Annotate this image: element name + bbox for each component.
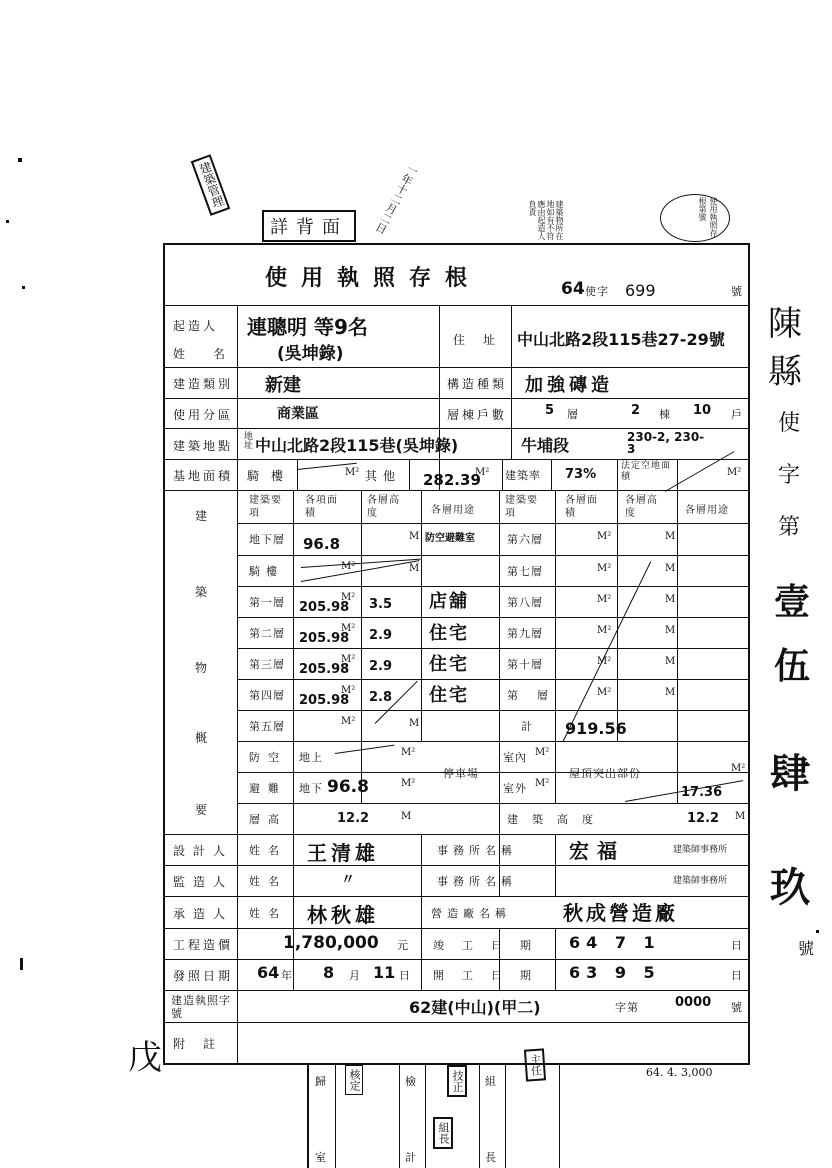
header-height-2: 各層高度 — [625, 495, 658, 519]
label-location-small: 地址 — [242, 431, 252, 449]
approval-col2: 檢 — [405, 1075, 417, 1088]
header-area-2: 各層面積 — [565, 495, 598, 519]
label-structure-type: 構造種類 — [447, 377, 508, 391]
approval-stamp-1: 核定 — [345, 1065, 363, 1095]
f2-use: 住宅 — [429, 623, 469, 644]
label-permit-hao: 號 — [731, 1001, 743, 1014]
unit-m2-underground: M² — [401, 778, 416, 789]
f3-height: 2.9 — [369, 659, 393, 674]
right-margin-char-8: 肆 — [770, 751, 810, 797]
households-count: 10 — [693, 403, 712, 418]
label-firm-name: 營造廠名稱 — [431, 907, 511, 920]
unit-m2-f6: M² — [597, 531, 612, 542]
label-issue-day: 日 — [399, 969, 411, 982]
label-shelter: 避難 — [249, 782, 287, 795]
f4-use: 住宅 — [429, 685, 469, 706]
left-margin-stamp: 建築管理 — [191, 154, 231, 216]
building-height: 12.2 — [687, 811, 720, 826]
f2-area: 205.98 — [299, 631, 350, 646]
row-f8: 第八層 — [507, 596, 543, 609]
zone: 商業區 — [277, 406, 319, 422]
basement-use: 防空避難室 — [425, 533, 475, 544]
applicant-address: 中山北路2段115巷27-29號 — [517, 330, 725, 349]
buildings-count: 2 — [631, 403, 641, 418]
issue-day: 11 — [373, 963, 396, 982]
label-issue-date: 發照日期 — [173, 969, 234, 983]
f4-height: 2.8 — [369, 690, 393, 705]
approval-col1b: 室 — [315, 1151, 327, 1164]
unit-m2-f5: M² — [341, 716, 356, 727]
f1-use: 店舖 — [429, 591, 469, 612]
header-building-item-2: 建築要項 — [505, 495, 538, 519]
label-yuan: 元 — [397, 939, 409, 952]
unit-m2-roof: M² — [731, 763, 746, 774]
header-building-item: 建築要項 — [249, 495, 282, 519]
lot-name: 牛埔段 — [521, 436, 570, 455]
label-roof: 屋頂突出部份 — [569, 767, 641, 780]
row-basement: 地下層 — [249, 533, 285, 546]
unit-m-f8: M — [665, 594, 676, 605]
row-f2: 第二層 — [249, 627, 285, 640]
f3-area: 205.98 — [299, 662, 350, 677]
label-designer-name: 姓名 — [249, 844, 287, 857]
permit-number-value: 699 — [625, 281, 656, 300]
label-parking: 停車場 — [443, 767, 479, 780]
unit-m2-f3: M² — [341, 654, 356, 665]
label-building-2: 築 — [195, 585, 211, 599]
label-ground: 地上 — [299, 751, 323, 764]
unit-m-basement: M — [409, 531, 420, 542]
label-remarks: 附註 — [173, 1037, 234, 1051]
approval-col3b: 長 — [485, 1151, 497, 1164]
label-underground: 地下 — [299, 782, 323, 795]
design-office: 宏福 — [569, 839, 625, 863]
unit-m2-other: M² — [475, 467, 490, 478]
structure-type: 加強磚造 — [525, 375, 613, 396]
label-issue-month: 月 — [349, 969, 361, 982]
label-air-defense: 防空 — [249, 751, 287, 764]
permit-number-suffix: 號 — [731, 285, 743, 298]
applicant-name: 連聰明 等9名 — [247, 315, 368, 339]
row-fx: 第 層 — [507, 689, 552, 702]
shelter-underground: 96.8 — [327, 777, 369, 797]
label-office-name: 事務所名稱 — [437, 844, 517, 857]
right-margin-char-1: 陳 — [768, 304, 802, 344]
unit-m-f10: M — [665, 656, 676, 667]
supervisor-name: 〃 — [341, 872, 355, 888]
label-open-space: 法定空地面積 — [621, 461, 672, 482]
right-margin-char-3: 使 — [778, 411, 801, 436]
approval-stamp-2: 技正 — [447, 1065, 467, 1097]
approval-col1: 歸 — [315, 1075, 327, 1088]
label-supervisor-office-suffix: 建築師事務所 — [673, 876, 728, 886]
label-building-3: 物 — [195, 661, 211, 675]
label-designer: 設計人 — [173, 844, 234, 858]
row-f9: 第九層 — [507, 627, 543, 640]
basement-area: 96.8 — [303, 535, 341, 553]
top-handwritten-note: 一年十二月二日 — [372, 161, 421, 236]
roof-area: 17.36 — [681, 785, 723, 800]
building-type: 新建 — [265, 375, 301, 396]
form-title: 使用執照存根 — [265, 265, 482, 291]
contractor-name: 林秋雄 — [307, 903, 379, 927]
label-floors-households: 層棟戶數 — [447, 408, 508, 422]
unit-m2-f9: M² — [597, 625, 612, 636]
label-building-5: 要 — [195, 803, 211, 817]
unit-m2-arcade-row: M² — [341, 561, 356, 572]
f3-use: 住宅 — [429, 654, 469, 675]
label-start-day: 日 — [731, 969, 743, 982]
permit-prefix: 62建(中山)(甲二) — [409, 998, 541, 1017]
approval-bar — [307, 1053, 560, 1168]
unit-m2-f8: M² — [597, 594, 612, 605]
label-zone: 使用分區 — [173, 408, 234, 422]
applicant-name-2: (吳坤錄) — [277, 344, 344, 364]
permit-number-mid: 使字 — [585, 285, 609, 298]
label-issue-year: 年 — [281, 969, 293, 982]
coverage: 73% — [565, 467, 597, 482]
unit-m-arcade-row: M — [409, 563, 420, 574]
label-building-height: 建築高度 — [507, 813, 607, 826]
unit-m2-fx: M² — [597, 687, 612, 698]
label-building-1: 建 — [195, 509, 211, 523]
unit-m2-ground: M² — [401, 747, 416, 758]
header-stamp: 詳背面 — [262, 210, 356, 242]
unit-m-fx: M — [665, 687, 676, 698]
header-height: 各層高度 — [367, 495, 400, 519]
row-total: 計 — [521, 720, 533, 733]
row-f1: 第一層 — [249, 596, 285, 609]
other-area: 282.39 — [423, 471, 481, 489]
f1-height: 3.5 — [369, 597, 393, 612]
f4-area: 205.98 — [299, 693, 350, 708]
label-households-unit: 戶 — [731, 408, 743, 421]
approval-col2b: 計 — [405, 1151, 417, 1164]
approval-stamp-3: 組長 — [433, 1117, 453, 1149]
label-completion: 竣工日期 — [433, 939, 549, 952]
unit-m2-f2: M² — [341, 623, 356, 634]
label-outdoor: 室外 — [503, 782, 527, 795]
label-site-location: 建築地點 — [173, 439, 234, 453]
label-indoor: 室內 — [503, 751, 527, 764]
start-date: 63 9 5 — [569, 963, 661, 982]
label-supervisor: 監造人 — [173, 875, 234, 889]
unit-m-f9: M — [665, 625, 676, 636]
unit-m-f5: M — [409, 718, 420, 729]
unit-m-building-height: M — [735, 811, 746, 822]
header-area: 各項面積 — [305, 495, 338, 519]
label-arcade: 騎樓 — [247, 469, 296, 483]
label-design-office-suffix: 建築師事務所 — [673, 845, 728, 855]
approval-col3: 組 — [485, 1075, 497, 1088]
label-building-4: 概 — [195, 731, 211, 745]
permit-no: 0000 — [675, 995, 712, 1010]
floors-count: 5 — [545, 403, 555, 418]
label-contractor: 承造人 — [173, 907, 234, 921]
approval-stamp-4: 主任 — [524, 1048, 546, 1081]
unit-m2-indoor: M² — [535, 747, 550, 758]
label-supervisor-office: 事務所名稱 — [437, 875, 517, 888]
right-margin-char-6: 壹 — [774, 582, 811, 623]
right-top-oval-stamp: 使用執照存根第號 — [660, 194, 730, 242]
f1-area: 205.98 — [299, 600, 350, 615]
row-f7: 第七層 — [507, 565, 543, 578]
label-contractor-name: 姓名 — [249, 907, 287, 920]
form-footer: 64. 4. 3,000 — [646, 1066, 713, 1079]
label-building-type: 建造類別 — [173, 377, 234, 391]
unit-m2-f1: M² — [341, 592, 356, 603]
unit-m2-f4: M² — [341, 685, 356, 696]
right-margin-char-4: 字 — [778, 463, 801, 488]
issue-year: 64 — [257, 963, 280, 982]
permit-number-prefix: 64 — [561, 279, 585, 299]
label-base-area: 基地面積 — [173, 469, 234, 483]
row-f3: 第三層 — [249, 658, 285, 671]
label-completion-day: 日 — [731, 939, 743, 952]
label-other: 其他 — [365, 469, 402, 483]
label-building-coverage: 建築率 — [505, 469, 541, 482]
label-cost: 工程造價 — [173, 938, 234, 952]
permit-form — [163, 243, 750, 1065]
label-applicant: 起造人 — [173, 319, 219, 333]
right-margin-char-2: 縣 — [768, 352, 802, 392]
f2-height: 2.9 — [369, 628, 393, 643]
label-buildings-unit: 棟 — [659, 408, 671, 421]
left-margin-mark: 戊 — [128, 1038, 162, 1078]
right-top-note: 建築物所在地如有不符應由起造人負責 — [528, 200, 564, 240]
row-f10: 第十層 — [507, 658, 543, 671]
label-floors-unit: 層 — [567, 408, 579, 421]
row-arcade: 騎樓 — [249, 565, 283, 578]
issue-month: 8 — [323, 963, 335, 982]
label-permit: 建造執照字號 — [171, 994, 231, 1020]
site-location: 中山北路2段115巷(吳坤錄) — [255, 436, 459, 455]
header-use: 各層用途 — [431, 505, 475, 516]
unit-m2-outdoor: M² — [535, 778, 550, 789]
row-f4: 第四層 — [249, 689, 285, 702]
right-margin-char-10: 號 — [798, 939, 815, 958]
row-f5: 第五層 — [249, 720, 285, 733]
unit-m2-arcade: M² — [345, 467, 360, 478]
designer-name: 王清雄 — [307, 841, 379, 865]
unit-m2-open-space: M² — [727, 467, 742, 478]
contractor-firm: 秋成營造廠 — [563, 901, 678, 925]
row-f6: 第六層 — [507, 533, 543, 546]
cost-value: 1,780,000 — [283, 933, 379, 953]
floor-height: 12.2 — [337, 811, 370, 826]
label-supervisor-name: 姓名 — [249, 875, 287, 888]
completion-date: 64 7 1 — [569, 933, 661, 952]
right-margin-char-7: 伍 — [774, 646, 811, 687]
label-name: 姓名 — [173, 347, 254, 361]
unit-m-f6: M — [665, 531, 676, 542]
label-floor-height: 層高 — [249, 813, 287, 826]
label-start-date: 開工日期 — [433, 969, 549, 982]
label-permit-zi: 字第 — [615, 1001, 639, 1014]
label-address: 住址 — [453, 333, 514, 347]
total-area: 919.56 — [565, 719, 627, 738]
unit-m2-f10: M² — [597, 656, 612, 667]
right-margin-char-9: 玖 — [770, 865, 810, 911]
lot-numbers: 230-2, 230-3 — [627, 430, 705, 456]
right-margin-char-5: 第 — [778, 515, 801, 540]
unit-m2-f7: M² — [597, 563, 612, 574]
unit-m-f7: M — [665, 563, 676, 574]
header-use-2: 各層用途 — [685, 505, 729, 516]
unit-m-floor-height: M — [401, 811, 412, 822]
